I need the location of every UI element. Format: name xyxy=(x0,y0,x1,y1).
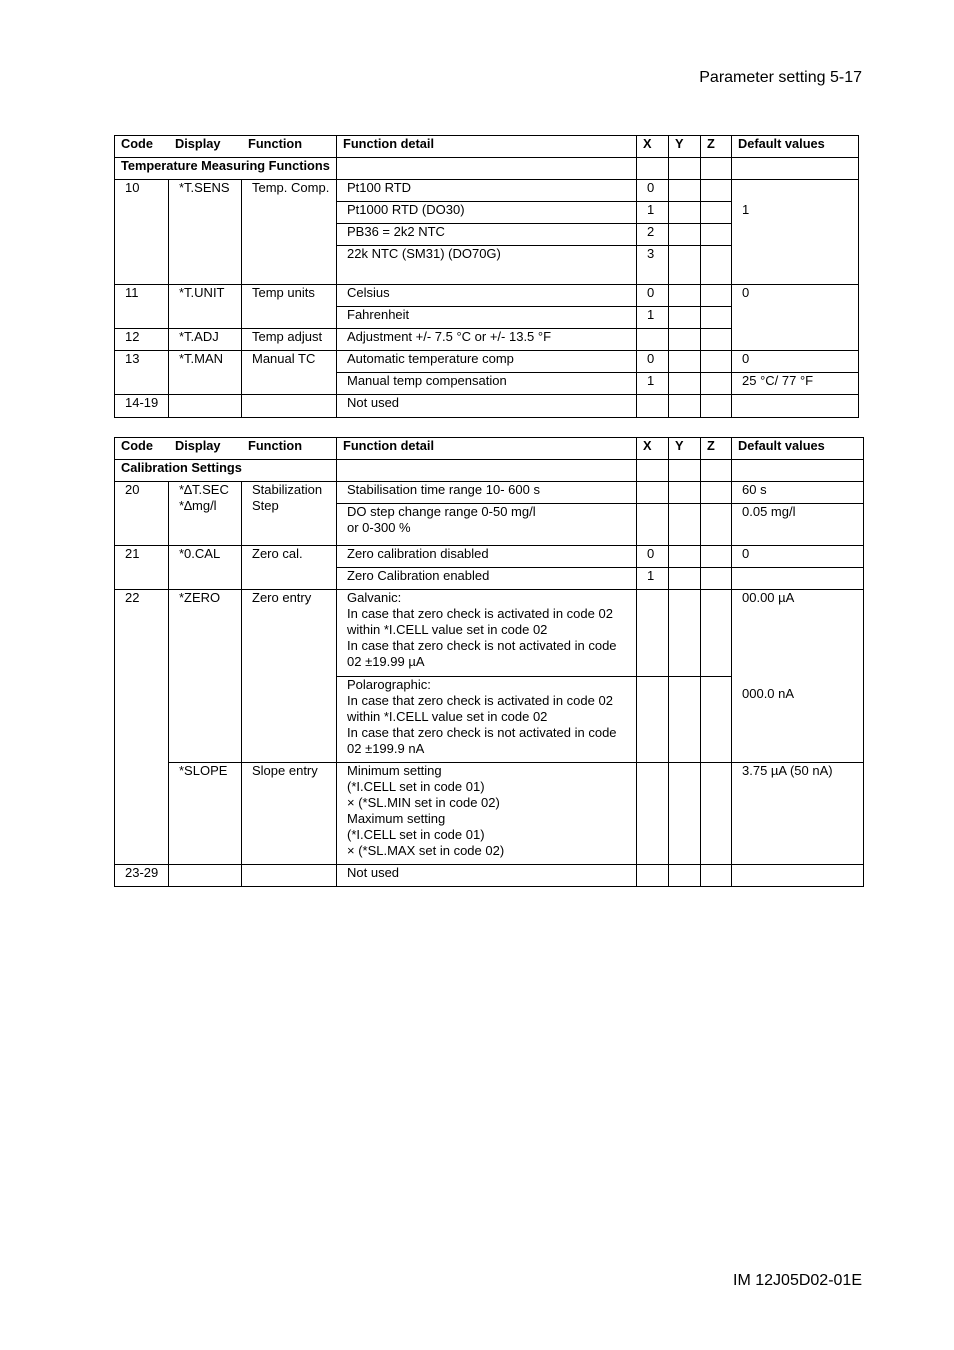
z-cell xyxy=(701,246,732,285)
header-code: Code xyxy=(121,438,153,453)
default-cell: 0 xyxy=(732,285,859,351)
x-cell: 0 xyxy=(637,285,669,307)
x-cell xyxy=(637,482,669,504)
y-cell xyxy=(669,482,701,504)
table-row xyxy=(115,546,864,568)
y-cell xyxy=(669,504,701,546)
x-cell xyxy=(637,865,669,887)
table-row xyxy=(115,590,864,677)
display-cell xyxy=(169,865,242,887)
display-line: *∆T.SEC xyxy=(179,482,229,497)
code-cell: 23-29 xyxy=(115,865,169,887)
section-row xyxy=(115,158,859,180)
x-cell xyxy=(637,329,669,351)
detail-cell: Automatic temperature comp xyxy=(337,351,637,373)
detail-line: 02 ±199.9 nA xyxy=(347,741,425,756)
table-body xyxy=(115,438,864,887)
empty-cell xyxy=(701,460,732,482)
z-cell xyxy=(701,307,732,329)
detail-line: × (*SL.MAX set in code 02) xyxy=(347,843,505,858)
detail-cell: Not used xyxy=(337,395,637,418)
function-cell: Slope entry xyxy=(242,763,337,865)
z-cell xyxy=(701,180,732,202)
display-cell: *T.ADJ xyxy=(169,329,242,351)
z-cell xyxy=(701,763,732,865)
header-display: Display xyxy=(175,438,221,453)
header-function-detail: Function detail xyxy=(337,438,637,460)
code-cell: 14-19 xyxy=(115,395,169,418)
temperature-measuring-table xyxy=(114,135,859,418)
code-cell: 13 xyxy=(115,351,169,395)
default-cell: 25 °C/ 77 °F xyxy=(732,373,859,395)
y-cell xyxy=(669,568,701,590)
x-cell: 3 xyxy=(637,246,669,285)
y-cell xyxy=(669,351,701,373)
x-cell: 2 xyxy=(637,224,669,246)
z-cell xyxy=(701,224,732,246)
section-title: Calibration Settings xyxy=(115,460,337,482)
detail-line: (*I.CELL set in code 01) xyxy=(347,779,485,794)
detail-line: In case that zero check is not activated in code xyxy=(347,725,617,740)
default-cell xyxy=(732,865,864,887)
display-cell: *T.SENS xyxy=(169,180,242,285)
detail-cell xyxy=(337,763,637,865)
empty-cell xyxy=(669,460,701,482)
default-cell: 1 xyxy=(732,180,859,285)
display-cell: *0.CAL xyxy=(169,546,242,590)
detail-cell: Manual temp compensation xyxy=(337,373,637,395)
x-cell: 1 xyxy=(637,202,669,224)
detail-line: Polarographic: xyxy=(347,677,431,692)
display-cell: *SLOPE xyxy=(169,763,242,865)
empty-cell xyxy=(337,158,637,180)
z-cell xyxy=(701,504,732,546)
function-cell: Zero entry xyxy=(242,590,337,763)
empty-cell xyxy=(701,158,732,180)
table-row xyxy=(115,482,864,504)
z-cell xyxy=(701,351,732,373)
x-cell: 0 xyxy=(637,351,669,373)
empty-cell xyxy=(637,158,669,180)
code-cell: 20 xyxy=(115,482,169,546)
default-cell xyxy=(732,568,864,590)
header-z: Z xyxy=(701,438,732,460)
header-cell-code-display-function xyxy=(115,136,337,158)
empty-cell xyxy=(637,460,669,482)
code-cell: 11 xyxy=(115,285,169,329)
display-cell: *T.MAN xyxy=(169,351,242,395)
header-row xyxy=(115,438,864,460)
y-cell xyxy=(669,329,701,351)
header-z: Z xyxy=(701,136,732,158)
function-cell: Manual TC xyxy=(242,351,337,395)
y-cell xyxy=(669,202,701,224)
detail-line: Galvanic: xyxy=(347,590,402,605)
z-cell xyxy=(701,865,732,887)
default-cell: 3.75 µA (50 nA) xyxy=(732,763,864,865)
x-cell: 0 xyxy=(637,546,669,568)
table-row xyxy=(115,865,864,887)
detail-cell: Zero calibration disabled xyxy=(337,546,637,568)
detail-line: DO step change range 0-50 mg/l xyxy=(347,504,536,519)
detail-line: In case that zero check is not activated in code xyxy=(347,638,617,653)
default-cell: 0 xyxy=(732,546,864,568)
z-cell xyxy=(701,202,732,224)
table-body xyxy=(115,136,859,418)
detail-cell: Celsius xyxy=(337,285,637,307)
z-cell xyxy=(701,590,732,677)
header-cell-code-display-function xyxy=(115,438,337,460)
x-cell: 1 xyxy=(637,568,669,590)
y-cell xyxy=(669,865,701,887)
detail-cell: Fahrenheit xyxy=(337,307,637,329)
y-cell xyxy=(669,395,701,418)
default-value: 000.0 nA xyxy=(742,686,795,701)
detail-cell: Pt100 RTD xyxy=(337,180,637,202)
display-cell: *T.UNIT xyxy=(169,285,242,329)
detail-line: 02 ±19.99 µA xyxy=(347,654,425,669)
empty-cell xyxy=(732,158,859,180)
section-row xyxy=(115,460,864,482)
y-cell xyxy=(669,180,701,202)
detail-line: or 0-300 % xyxy=(347,520,411,535)
x-cell: 1 xyxy=(637,373,669,395)
x-cell: 0 xyxy=(637,180,669,202)
detail-line: (*I.CELL set in code 01) xyxy=(347,827,485,842)
header-y: Y xyxy=(669,136,701,158)
detail-line: Minimum setting xyxy=(347,763,442,778)
header-default-values: Default values xyxy=(732,136,859,158)
detail-cell xyxy=(337,590,637,677)
table-row xyxy=(115,351,859,373)
default-value: 00.00 µA xyxy=(742,590,795,605)
y-cell xyxy=(669,224,701,246)
default-cell xyxy=(732,395,859,418)
table-row xyxy=(115,180,859,202)
function-cell: Temp units xyxy=(242,285,337,329)
y-cell xyxy=(669,590,701,677)
default-cell: 0 xyxy=(732,351,859,373)
display-line: *∆mg/l xyxy=(179,498,217,513)
z-cell xyxy=(701,285,732,307)
default-cell: 60 s xyxy=(732,482,864,504)
y-cell xyxy=(669,307,701,329)
detail-line: within *I.CELL value set in code 02 xyxy=(347,709,548,724)
header-code: Code xyxy=(121,136,153,151)
detail-cell: Not used xyxy=(337,865,637,887)
detail-cell: Zero Calibration enabled xyxy=(337,568,637,590)
header-function-detail: Function detail xyxy=(337,136,637,158)
function-cell xyxy=(242,395,337,418)
header-default-values: Default values xyxy=(732,438,864,460)
detail-line: within *I.CELL value set in code 02 xyxy=(347,622,548,637)
header-x: X xyxy=(637,438,669,460)
display-cell xyxy=(169,395,242,418)
detail-line: Maximum setting xyxy=(347,811,446,826)
y-cell xyxy=(669,546,701,568)
code-cell: 10 xyxy=(115,180,169,285)
display-cell: *ZERO xyxy=(169,590,242,763)
x-cell: 1 xyxy=(637,307,669,329)
x-cell xyxy=(637,677,669,763)
empty-cell xyxy=(337,460,637,482)
function-cell: Zero cal. xyxy=(242,546,337,590)
detail-cell: Adjustment +/- 7.5 °C or +/- 13.5 °F xyxy=(337,329,637,351)
page-footer-document-id: IM 12J05D02-01E xyxy=(733,1272,862,1289)
function-cell: Temp. Comp. xyxy=(242,180,337,285)
function-cell xyxy=(242,865,337,887)
z-cell xyxy=(701,482,732,504)
code-cell: 12 xyxy=(115,329,169,351)
empty-cell xyxy=(669,158,701,180)
table-row xyxy=(115,763,864,865)
detail-cell xyxy=(337,677,637,763)
display-cell xyxy=(169,482,242,546)
header-y: Y xyxy=(669,438,701,460)
code-cell: 22 xyxy=(115,590,169,865)
detail-cell: PB36 = 2k2 NTC xyxy=(337,224,637,246)
detail-cell: Pt1000 RTD (DO30) xyxy=(337,202,637,224)
section-title: Temperature Measuring Functions xyxy=(115,158,337,180)
y-cell xyxy=(669,677,701,763)
header-x: X xyxy=(637,136,669,158)
z-cell xyxy=(701,373,732,395)
y-cell xyxy=(669,373,701,395)
z-cell xyxy=(701,395,732,418)
z-cell xyxy=(701,677,732,763)
x-cell xyxy=(637,395,669,418)
z-cell xyxy=(701,546,732,568)
function-cell: Stabilization Step xyxy=(242,482,337,546)
page-header: Parameter setting 5-17 xyxy=(699,69,862,86)
z-cell xyxy=(701,329,732,351)
table-row xyxy=(115,395,859,418)
y-cell xyxy=(669,285,701,307)
default-cell xyxy=(732,590,864,763)
function-cell: Temp adjust xyxy=(242,329,337,351)
z-cell xyxy=(701,568,732,590)
x-cell xyxy=(637,763,669,865)
detail-line: × (*SL.MIN set in code 02) xyxy=(347,795,500,810)
detail-cell: 22k NTC (SM31) (DO70G) xyxy=(337,246,637,285)
calibration-settings-table xyxy=(114,437,864,887)
detail-line: In case that zero check is activated in code 02 xyxy=(347,693,613,708)
header-function: Function xyxy=(248,136,303,151)
default-cell: 0.05 mg/l xyxy=(732,504,864,546)
y-cell xyxy=(669,763,701,865)
x-cell xyxy=(637,504,669,546)
header-function: Function xyxy=(248,438,303,453)
table-row xyxy=(115,285,859,307)
header-row xyxy=(115,136,859,158)
empty-cell xyxy=(732,460,864,482)
header-display: Display xyxy=(175,136,221,151)
code-cell: 21 xyxy=(115,546,169,590)
y-cell xyxy=(669,246,701,285)
detail-cell: Stabilisation time range 10- 600 s xyxy=(337,482,637,504)
x-cell xyxy=(637,590,669,677)
detail-line: In case that zero check is activated in code 02 xyxy=(347,606,613,621)
detail-cell xyxy=(337,504,637,546)
